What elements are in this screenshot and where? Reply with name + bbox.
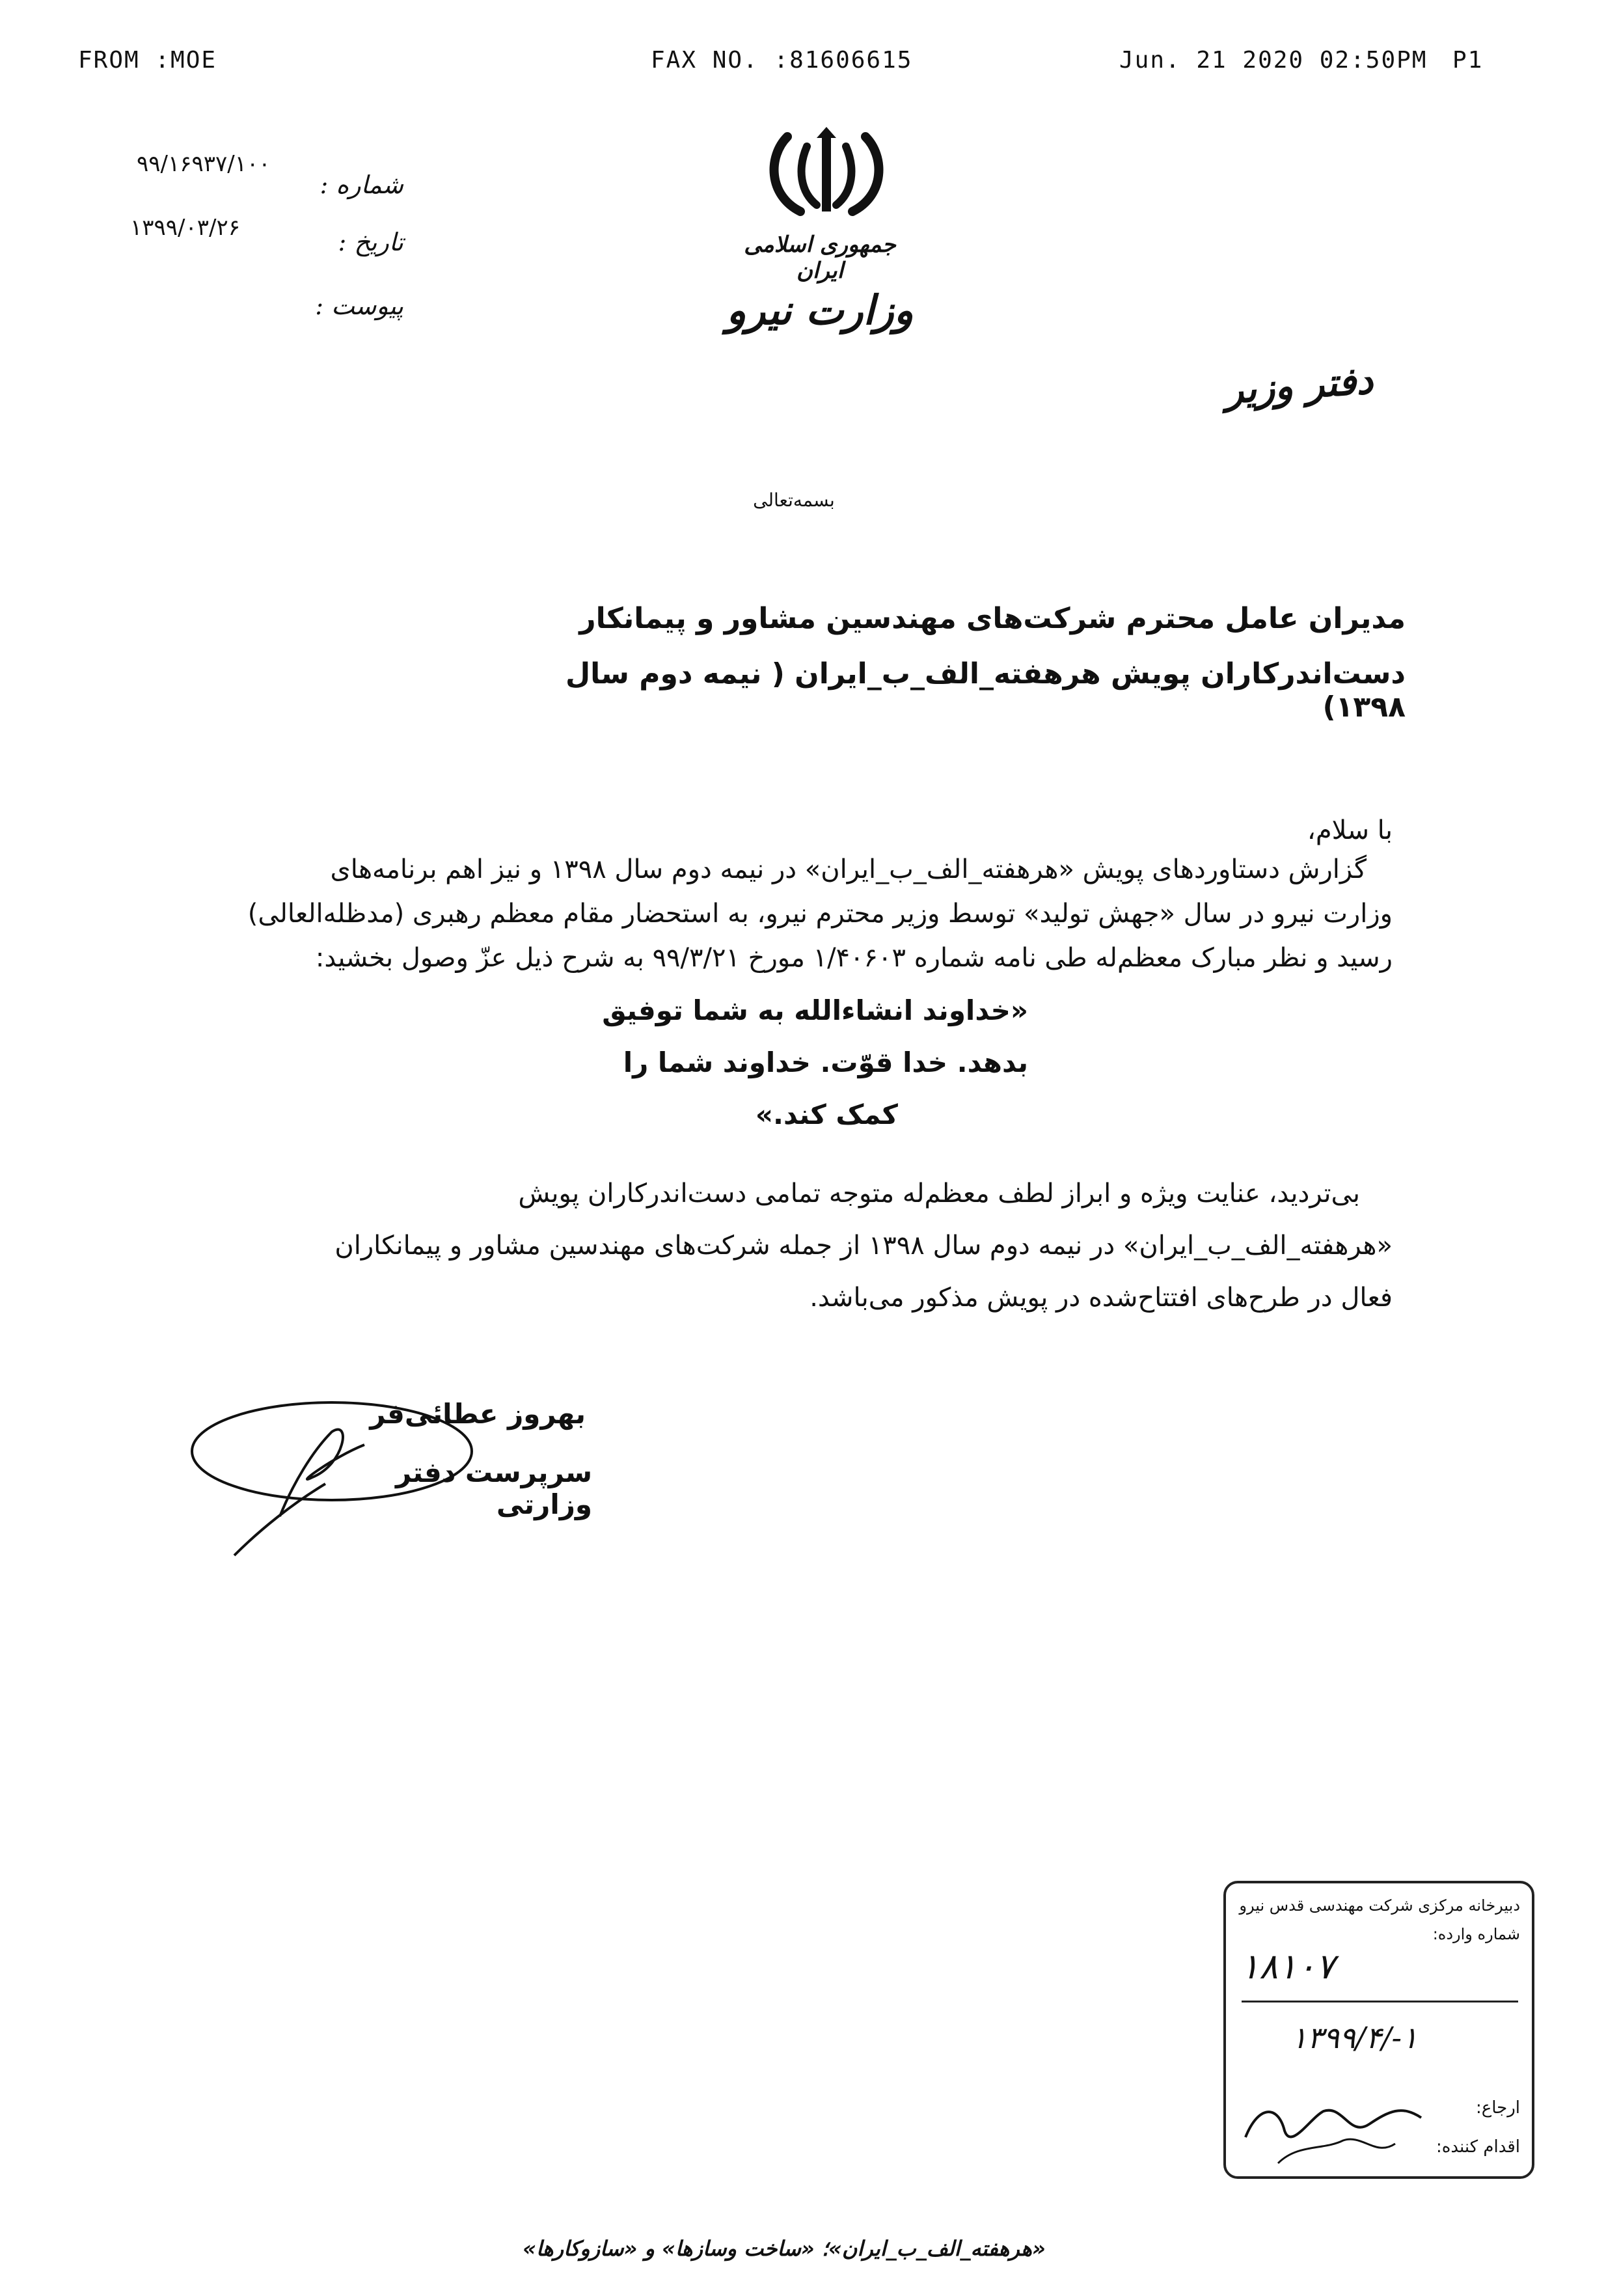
greeting: با سلام، [1307,815,1393,845]
stamp-date: ۱۳۹۹/۴/-۱ [1291,2020,1418,2055]
office-title: دفتر وزیر [1223,357,1375,413]
addressee-line-1: مدیران عامل محترم شرکت‌های مهندسین مشاور و پیمانکار [579,602,1406,635]
letter-date: ۱۳۹۹/۰۳/۲۶ [130,215,241,241]
stamp-action-label: اقدام کننده: [1436,2137,1520,2157]
paragraph-2-line-2: «هرهفته_الف_ب_ایران» در نیمه دوم سال ۱۳۹۸ از جمله شرکت‌های مهندسین مشاور و پیمانکاران [334,1231,1393,1261]
stamp-referral-label: ارجاع: [1475,2098,1520,2118]
paragraph-2-line-3: فعال در طرح‌های افتتاح‌شده در پویش مذکور می‌باشد. [810,1283,1393,1313]
emblem-icon [761,124,891,221]
paragraph-1-line-3: رسید و نظر مبارک معظم‌له طی نامه شماره ۱/۴۰۶۰۳ مورخ ۹۹/۳/۲۱ به شرح ذیل عزّ وصول بخشید: [315,943,1393,973]
stamp-handwriting-icon [1239,2079,1434,2170]
stamp-divider [1242,2001,1518,2002]
quote-line-3: کمک کند.» [755,1099,898,1130]
iran-emblem [761,124,891,221]
paragraph-1-line-1: گزارش دستاوردهای پویش «هرهفته_الف_ب_ایران» در نیمه دوم سال ۱۳۹۸ و نیز اهم برنامه‌های [330,854,1367,884]
quote-line-2: بدهد. خدا قوّت. خداوند شما را [623,1046,1028,1078]
ministry-name: وزارت نیرو [726,286,914,334]
fax-number: FAX NO. :81606615 [651,47,913,74]
stamp-org: دبیرخانه مرکزی شرکت مهندسی قدس نیرو [1239,1896,1520,1915]
country-name: جمهوری اسلامی ایران [744,232,896,284]
paragraph-2-line-1: بی‌تردید، عنایت ویژه و ابراز لطف معظم‌له متوجه تمامی دست‌اندرکاران پویش [518,1179,1360,1209]
fax-datetime: Jun. 21 2020 02:50PM [1119,47,1428,74]
signatory-name: بهروز عطائی‌فر [370,1398,586,1430]
stamp-entry-number: ۱۸۱۰۷ [1240,1946,1335,1987]
quote-line-1: «خداوند انشاءالله به شما توفیق [602,994,1028,1026]
addressee-line-2: دست‌اندرکاران پویش هرهفته_الف_ب_ایران ( نیمه دوم سال ۱۳۹۸) [565,657,1406,724]
paragraph-1-line-2: وزارت نیرو در سال «جهش تولید» توسط وزیر محترم نیرو، به استحضار مقام معظم رهبری (مدظله‌العالی) [247,899,1393,929]
signatory-title: سرپرست دفتر وزارتی [395,1456,592,1520]
fax-from: FROM :MOE [78,47,217,74]
date-label: تاریخ : [338,228,403,256]
stamp-entry-label: شماره وارده: [1432,1925,1520,1943]
invocation: بسمه‌تعالی [753,489,835,511]
receipt-stamp [1223,1881,1534,2179]
letter-number: ۹۹/۱۶۹۳۷/۱۰۰ [137,151,271,177]
footer-slogan: «هرهفته_الف_ب_ایران»؛ «ساخت وسازها» و «سازوکارها» [523,2236,1046,2261]
fax-page: P1 [1452,47,1484,74]
attachment-label: پیوست : [315,292,403,320]
number-label: شماره : [320,171,403,199]
